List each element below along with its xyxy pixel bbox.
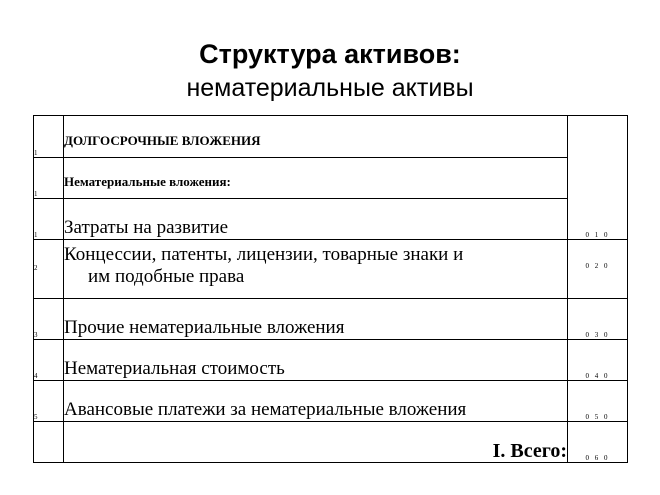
row-code: 0 6 0 xyxy=(568,422,628,463)
row-code: 0 4 0 xyxy=(568,340,628,381)
row-number: 1 xyxy=(34,158,64,199)
row-name: Прочие нематериальные вложения xyxy=(64,299,568,340)
title-main: Структура активов: xyxy=(199,39,461,69)
table-row xyxy=(34,199,628,240)
row-code: 0 3 0 xyxy=(568,299,628,340)
row-number: 5 xyxy=(34,381,64,422)
row-number: 4 xyxy=(34,340,64,381)
row-code: 0 1 0 xyxy=(568,116,628,240)
row-name: Нематериальные вложения: xyxy=(64,158,568,199)
row-name: Нематериальная стоимость xyxy=(64,340,568,381)
row-name-line2: им подобные права xyxy=(88,266,245,287)
table-row xyxy=(34,299,628,340)
row-number: 3 xyxy=(34,299,64,340)
table-row xyxy=(34,340,628,381)
row-name: Затраты на развитие xyxy=(64,199,568,240)
row-number xyxy=(34,422,64,463)
row-name-line1: Концессии, патенты, лицензии, товарные знаки и xyxy=(64,244,464,265)
table-row-total xyxy=(34,422,628,463)
table-row xyxy=(34,158,628,199)
row-code: 0 5 0 xyxy=(568,381,628,422)
table-row xyxy=(34,116,628,158)
row-name: ДОЛГОСРОЧНЫЕ ВЛОЖЕНИЯ xyxy=(64,116,568,158)
total-label: I. Всего: xyxy=(64,422,568,463)
table-row xyxy=(34,381,628,422)
row-code: 0 2 0 xyxy=(568,240,628,299)
slide-title xyxy=(0,38,660,104)
row-name xyxy=(64,240,568,299)
row-number: 1 xyxy=(34,199,64,240)
title-subtitle: нематериальные активы xyxy=(186,74,474,102)
row-number: 2 xyxy=(34,240,64,299)
assets-table xyxy=(33,115,628,463)
table-row xyxy=(34,240,628,299)
row-number: 1 xyxy=(34,116,64,158)
row-name: Авансовые платежи за нематериальные вложения xyxy=(64,381,568,422)
